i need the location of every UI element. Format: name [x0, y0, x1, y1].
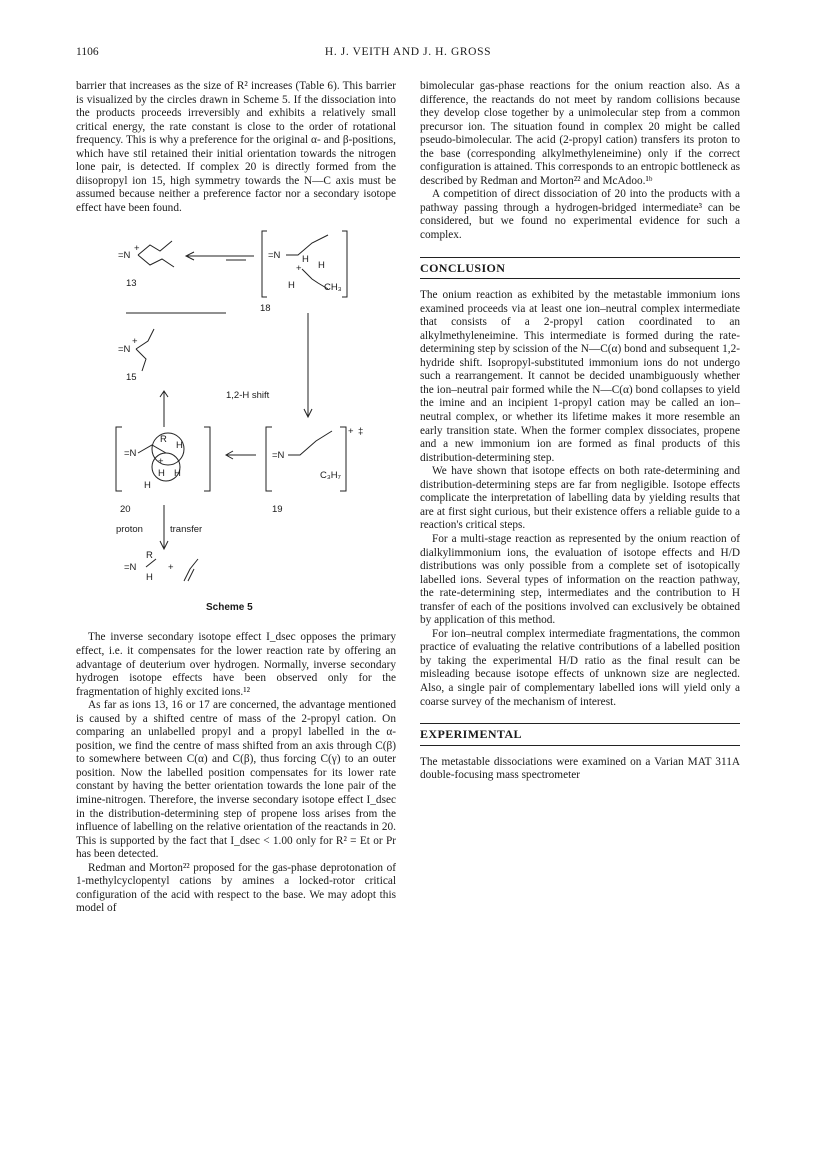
n-eq-19: =N	[272, 450, 285, 462]
right-paragraph-1: bimolecular gas-phase reactions for the onium reaction also. As a difference, the reactands do not meet by random collisions because they develop close together by a unimolecular step from a common precursor ion. The situation found in complex 20 might be called pseudo-bimolecular. The acid (2-propyl cation) transfers its proton to the base (corresponding alkylmethyleneimine) only if the correct configuration is attained. This corresponds to an entropic bottleneck as described by Redman and Morton²² and McAdoo.¹ᵇ	[420, 80, 740, 187]
skeleton-15-lower	[136, 349, 146, 371]
left-paragraph-3: As far as ions 13, 16 or 17 are concerned, the advantage mentioned is caused by a shifted centre of mass of the 2-propyl cation. On comparing an unlabelled propyl and a propyl labelled in the α-position, we find the centre of mass shifted from an axis through C(β) to somewhere between C(α) and C(β), thus forcing C(γ) to an outer position. Now the labelled position compensates for its lower rate constant by having the better orientation towards the lone pair of the imine-nitrogen. Therefore, the inverse secondary isotope effect I_dsec in the distribution-determining step of propene loss arises from the influence of labelling on the relative orientation of the reactands in 20. This is supported by the fact that I_dsec < 1.00 only for R² = Et or Pr has been detected.	[76, 699, 396, 861]
skeleton-18-chain	[286, 235, 328, 255]
running-head: H. J. VEITH AND J. H. GROSS	[324, 46, 492, 58]
n-eq-18: =N	[268, 250, 281, 262]
skeleton-19-chain	[288, 431, 332, 455]
h-18b: H	[318, 260, 325, 272]
dagger-19: ‡	[358, 426, 364, 438]
scheme-5-figure	[76, 229, 396, 621]
plus-20: +	[158, 456, 164, 468]
left-paragraph-4: Redman and Morton²² proposed for the gas-phase deprotonation of 1-methylcyclopentyl cations by amines a locked-rotor critical configuration of the acid with respect to the base. We may adopt this model of	[76, 861, 396, 915]
h-20d: H	[144, 480, 151, 492]
right-column	[420, 80, 740, 783]
experimental-heading: EXPERIMENTAL	[420, 723, 740, 746]
n-eq-20: =N	[124, 448, 137, 460]
ch3-18: CH₃	[324, 282, 342, 294]
compound-20: 20	[120, 504, 131, 516]
compound-18: 18	[260, 303, 271, 315]
c3h7-19: C₃H₇	[320, 470, 341, 482]
conclusion-heading: CONCLUSION	[420, 257, 740, 280]
compound-13: 13	[126, 278, 137, 290]
transfer-label: transfer	[170, 524, 203, 536]
compound-19: 19	[272, 504, 283, 516]
plus-product: +	[168, 562, 174, 574]
proton-label: proton	[116, 524, 143, 536]
compound-15: 15	[126, 372, 137, 384]
skeleton-15-upper	[136, 329, 154, 349]
plus-19: +	[348, 426, 354, 438]
skeleton-13-upper	[138, 241, 172, 255]
left-column	[76, 80, 396, 916]
right-paragraph-3: The onium reaction as exhibited by the metastable immonium ions examined proceeds via at least one ion–neutral complex intermediate that consists of a 2-propyl cation coordinated to an alkylmethyleneimine. This intermediate is formed during the rate-determining step by scission of the N—C(α) bond and subsequent 1,2-hydride shift. Isopropyl-substituted immonium ions do not undergo such a rearrangement. It cannot be decided unambiguously whether the ion–neutral pair formed while the N—C(α) bond collapses to yield the imine and an incipient 1-propyl cation may be called an ion–neutral complex, or whether its lifetime makes it more resemble an early transition state. When the former complex dissociates, propene and a new immonium ion are formed as final products of this distribution-determining step.	[420, 289, 740, 464]
plus-13: +	[134, 243, 140, 255]
right-paragraph-2: A competition of direct dissociation of 20 into the products with a pathway passing through a hydrogen-bridged intermediate³ can be considered, but we found no experimental evidence for such a complex.	[420, 188, 740, 242]
right-paragraph-7: The metastable dissociations were examined on a Varian MAT 311A double-focusing mass spectrometer	[420, 755, 740, 782]
n-eq-15: =N	[118, 344, 131, 356]
plus-18: +	[296, 263, 302, 275]
right-paragraph-5: For a multi-stage reaction as represented by the onium reaction of dialkylimmonium ions, the evaluation of isotope effects and H/D distributions was only possible from a complete set of isotopically labelled ions. Several types of information on the reaction pathway, the rate-determining step, intermediates and the contribution to H transfer of each of the positions involved can exclusively be obtained by application of this method.	[420, 532, 740, 627]
n-eq-product: =N	[124, 562, 137, 574]
h-20a: H	[176, 440, 183, 452]
left-paragraph-2: The inverse secondary isotope effect I_dsec opposes the primary effect, i.e. it compensates for the lower reaction rate by offering an advantage of deuterium over hydrogen. Normally, inverse secondary hydrogen isotope effects have been observed only for the fragmentation of highly excited ions.¹²	[76, 631, 396, 698]
r-product: R	[146, 550, 153, 562]
n-eq-13: =N	[118, 250, 131, 262]
skeleton-13-lower	[138, 255, 174, 267]
h-18a: H	[302, 254, 309, 266]
shift-label: 1,2-H shift	[226, 390, 270, 402]
h-20c: H	[174, 468, 181, 480]
h-20b: H	[158, 468, 165, 480]
plus-15: +	[132, 336, 138, 348]
h-product: H	[146, 572, 153, 584]
right-paragraph-4: We have shown that isotope effects on both rate-determining and distribution-determining steps are far from negligible. Isotope effects complicate the interpretation of labelling data by yielding results that are at first sight curious, but their existence offers a reliable guide to a reaction's critical steps.	[420, 465, 740, 532]
skeleton-propene	[184, 559, 198, 581]
scheme-caption: Scheme 5	[206, 602, 253, 614]
right-paragraph-6: For ion–neutral complex intermediate fragmentations, the common practice of evaluating the relative contributions of a labelled position by taking the experimental H/D ratio as the final result can be misleading because isotope effects of unknown size are neglected. Also, a single pair of complementary labelled ions will yield only a coarse survey of the mechanism of interest.	[420, 627, 740, 708]
r-20: R	[160, 434, 167, 446]
page-number: 1106	[76, 46, 99, 58]
left-paragraph-1: barrier that increases as the size of R² increases (Table 6). This barrier is visualized by the circles drawn in Scheme 5. If the dissociation into the products proceeds irreversibly and exhibits a relatively small critical energy, the rate constant is close to the order of rotational frequency. This is why a preference for the original α- and β-positions, which have stil retained their initial orientation towards the nitrogen lone pair, is detected. If complex 20 is directly formed from the diisopropyl ion 15, high symmetry towards the N—C axis must be assumed because neither a preference factor nor a secondary isotope effect have been found.	[76, 80, 396, 214]
h-18c: H	[288, 280, 295, 292]
